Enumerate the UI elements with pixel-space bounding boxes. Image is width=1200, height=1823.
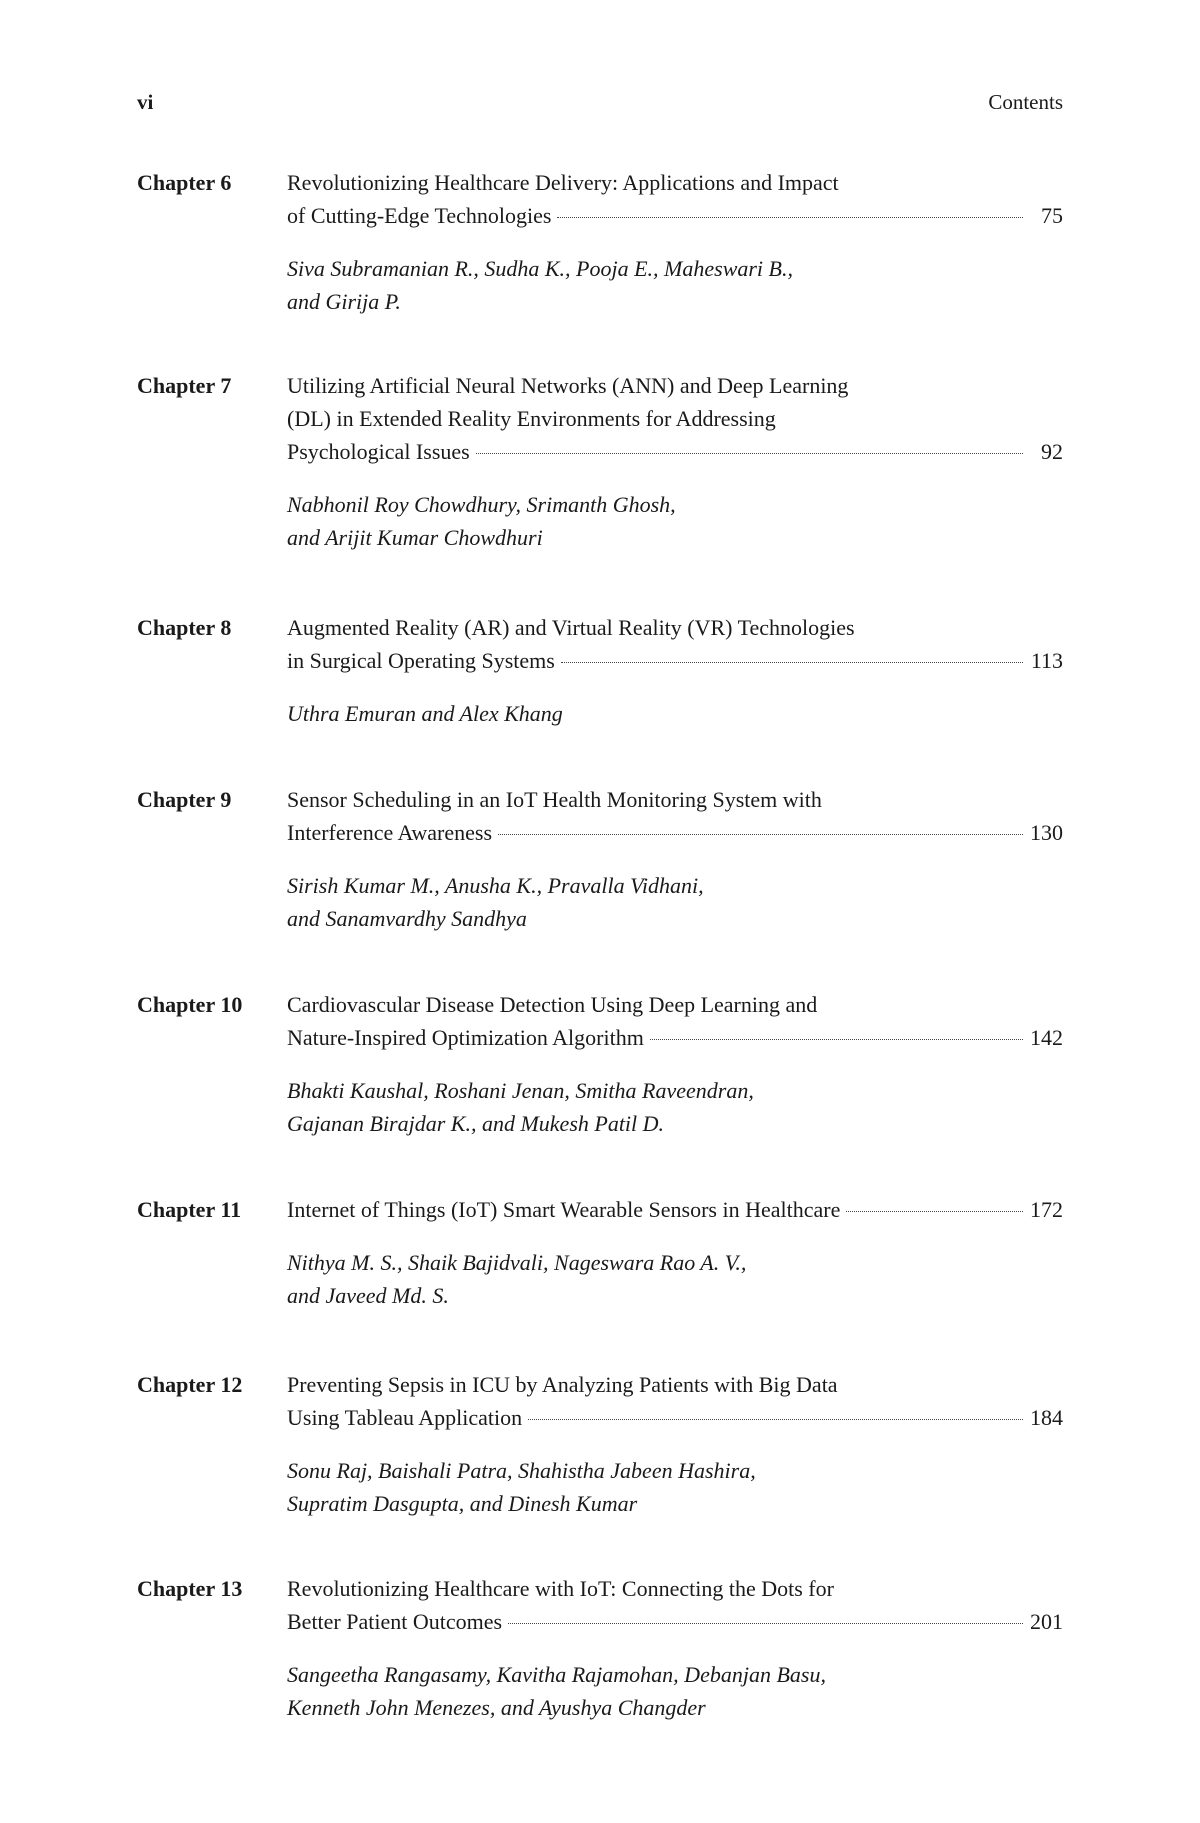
author-line: and Arijit Kumar Chowdhuri [287, 525, 543, 550]
chapter-title-line: Preventing Sepsis in ICU by Analyzing Patients with Big Data [287, 1372, 838, 1397]
author-line: Nabhonil Roy Chowdhury, Srimanth Ghosh, [287, 492, 676, 517]
dot-leader [557, 217, 1023, 218]
author-line: and Javeed Md. S. [287, 1283, 449, 1308]
chapter-label: Chapter 11 [137, 1197, 242, 1222]
author-line: Siva Subramanian R., Sudha K., Pooja E., Maheswari B., [287, 256, 793, 281]
toc-entry[interactable] [137, 783, 1063, 935]
chapter-label: Chapter 9 [137, 787, 232, 812]
author-line: and Girija P. [287, 289, 401, 314]
author-line: Kenneth John Menezes, and Ayushya Changder [287, 1695, 706, 1720]
dot-leader [498, 834, 1023, 835]
chapter-page-number: 184 [1030, 1405, 1063, 1430]
author-line: Sangeetha Rangasamy, Kavitha Rajamohan, Debanjan Basu, [287, 1662, 826, 1687]
chapter-label: Chapter 8 [137, 615, 232, 640]
toc-entry[interactable] [137, 988, 1063, 1140]
toc-entry[interactable] [137, 166, 1063, 318]
chapter-title-line: of Cutting-Edge Technologies [287, 203, 552, 228]
chapter-authors [287, 869, 1063, 935]
chapter-page-number: 172 [1030, 1197, 1063, 1222]
chapter-title-line: Revolutionizing Healthcare with IoT: Connecting the Dots for [287, 1576, 834, 1601]
chapter-title-line: Better Patient Outcomes [287, 1609, 503, 1634]
chapter-title-line: (DL) in Extended Reality Environments for Addressing [287, 406, 776, 431]
dot-leader [650, 1039, 1023, 1040]
chapter-title-line: Revolutionizing Healthcare Delivery: Applications and Impact [287, 170, 839, 195]
dot-leader [508, 1623, 1023, 1624]
author-line: Bhakti Kaushal, Roshani Jenan, Smitha Raveendran, [287, 1078, 754, 1103]
dot-leader [561, 662, 1023, 663]
chapter-title-line: Utilizing Artificial Neural Networks (ANN) and Deep Learning [287, 373, 849, 398]
author-line: Gajanan Birajdar K., and Mukesh Patil D. [287, 1111, 665, 1136]
chapter-label: Chapter 12 [137, 1372, 243, 1397]
chapter-label: Chapter 10 [137, 992, 243, 1017]
chapter-page-number: 201 [1030, 1609, 1063, 1634]
dot-leader [476, 453, 1023, 454]
chapter-authors [287, 1454, 1063, 1520]
author-line: Sirish Kumar M., Anusha K., Pravalla Vidhani, [287, 873, 704, 898]
toc-entry[interactable] [137, 1193, 1063, 1312]
chapter-label: Chapter 7 [137, 373, 232, 398]
author-line: Sonu Raj, Baishali Patra, Shahistha Jabeen Hashira, [287, 1458, 756, 1483]
chapter-label: Chapter 6 [137, 170, 232, 195]
chapter-authors [287, 252, 1063, 318]
chapter-label: Chapter 13 [137, 1576, 243, 1601]
chapter-title-line: Psychological Issues [287, 439, 470, 464]
toc-entry[interactable] [137, 611, 1063, 730]
chapter-title-line: Augmented Reality (AR) and Virtual Reality (VR) Technologies [287, 615, 855, 640]
author-line: Supratim Dasgupta, and Dinesh Kumar [287, 1491, 638, 1516]
chapter-title-line: Internet of Things (IoT) Smart Wearable Sensors in Healthcare [287, 1197, 841, 1222]
chapter-authors [287, 488, 1063, 554]
toc-entry[interactable] [137, 1368, 1063, 1520]
chapter-title-line: Using Tableau Application [287, 1405, 523, 1430]
chapter-title-line: Sensor Scheduling in an IoT Health Monitoring System with [287, 787, 822, 812]
chapter-title-line: Cardiovascular Disease Detection Using Deep Learning and [287, 992, 818, 1017]
chapter-title-line: in Surgical Operating Systems [287, 648, 555, 673]
toc-entry[interactable] [137, 369, 1063, 554]
chapter-page-number: 75 [1041, 203, 1063, 228]
dot-leader [846, 1211, 1023, 1212]
author-line: Nithya M. S., Shaik Bajidvali, Nageswara Rao A. V., [287, 1250, 747, 1275]
chapter-page-number: 130 [1030, 820, 1063, 845]
running-head: Contents [988, 90, 1063, 114]
author-line: Uthra Emuran and Alex Khang [287, 701, 563, 726]
author-line: and Sanamvardhy Sandhya [287, 906, 527, 931]
page-number: vi [137, 90, 154, 114]
chapter-page-number: 113 [1030, 648, 1063, 673]
toc-entry[interactable] [137, 1572, 1063, 1724]
chapter-authors [287, 1246, 1063, 1312]
chapter-page-number: 92 [1041, 439, 1063, 464]
dot-leader [528, 1419, 1023, 1420]
chapter-title-line: Nature-Inspired Optimization Algorithm [287, 1025, 644, 1050]
chapter-page-number: 142 [1030, 1025, 1063, 1050]
chapter-authors [287, 697, 1063, 730]
chapter-authors [287, 1074, 1063, 1140]
chapter-authors [287, 1658, 1063, 1724]
chapter-title-line: Interference Awareness [287, 820, 493, 845]
